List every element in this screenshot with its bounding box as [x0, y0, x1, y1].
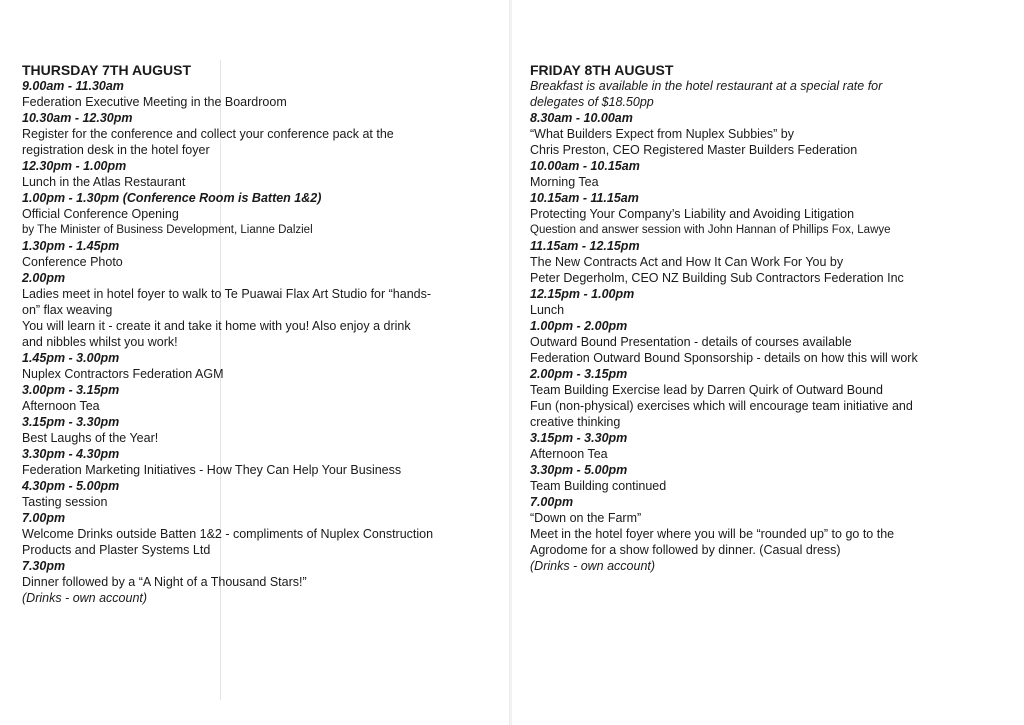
schedule-text: Ladies meet in hotel foyer to walk to Te Puawai Flax Art Studio for “hands- [22, 287, 432, 301]
schedule-time: 3.30pm - 5.00pm [530, 463, 628, 477]
schedule-time: 12.30pm - 1.00pm [22, 159, 127, 173]
schedule-text: Nuplex Contractors Federation AGM [22, 367, 224, 381]
schedule-text: Register for the conference and collect your conference pack at the [22, 127, 394, 141]
schedule-text: The New Contracts Act and How It Can Work For You by [530, 255, 844, 269]
schedule-text: Official Conference Opening [22, 207, 179, 221]
schedule-text: Lunch in the Atlas Restaurant [22, 175, 186, 189]
schedule-text: Team Building continued [530, 479, 667, 493]
schedule-time: 12.15pm - 1.00pm [530, 287, 635, 301]
schedule-time: 7.00pm [530, 495, 574, 509]
schedule-time: 2.00pm [22, 271, 66, 285]
schedule-time: 3.15pm - 3.30pm [22, 415, 120, 429]
schedule-text: Breakfast is available in the hotel restaurant at a special rate for [530, 79, 883, 93]
schedule-text: Conference Photo [22, 255, 123, 269]
schedule-text: Afternoon Tea [530, 447, 608, 461]
schedule-text: Peter Degerholm, CEO NZ Building Sub Contractors Federation Inc [530, 271, 904, 285]
schedule-text: registration desk in the hotel foyer [22, 143, 210, 157]
schedule-time: 1.45pm - 3.00pm [22, 351, 120, 365]
schedule-text: and nibbles whilst you work! [22, 335, 178, 349]
schedule-text: (Drinks - own account) [530, 559, 656, 573]
schedule-time: 3.00pm - 3.15pm [22, 383, 120, 397]
schedule-text: Lunch [530, 303, 565, 317]
schedule-text: (Drinks - own account) [22, 591, 148, 605]
schedule-time: 11.15am - 12.15pm [530, 239, 640, 253]
friday-title: FRIDAY 8TH AUGUST [530, 62, 674, 78]
schedule-text: Welcome Drinks outside Batten 1&2 - compliments of Nuplex Construction [22, 527, 434, 541]
schedule-text: on” flax weaving [22, 303, 113, 317]
schedule-text: Agrodome for a show followed by dinner. (Casual dress) [530, 543, 841, 557]
schedule-time: 2.00pm - 3.15pm [530, 367, 628, 381]
schedule-text: “What Builders Expect from Nuplex Subbies” by [530, 127, 794, 141]
thursday-schedule [22, 78, 492, 606]
friday-page [530, 62, 1000, 574]
schedule-time: 10.15am - 11.15am [530, 191, 639, 205]
schedule-text: Federation Outward Bound Sponsorship - details on how this will work [530, 351, 918, 365]
schedule-text: delegates of $18.50pp [530, 95, 654, 109]
schedule-text: Federation Marketing Initiatives - How They Can Help Your Business [22, 463, 402, 477]
schedule-text: You will learn it - create it and take it home with you! Also enjoy a drink [22, 319, 411, 333]
schedule-time: 3.15pm - 3.30pm [530, 431, 628, 445]
thursday-title: THURSDAY 7TH AUGUST [22, 62, 192, 78]
schedule-time: 7.00pm [22, 511, 66, 525]
schedule-text: Dinner followed by a “A Night of a Thousand Stars!” [22, 575, 307, 589]
schedule-time: 9.00am - 11.30am [22, 79, 124, 93]
schedule-text: Meet in the hotel foyer where you will be “rounded up” to go to the [530, 527, 895, 541]
schedule-text: Tasting session [22, 495, 108, 509]
schedule-text: creative thinking [530, 415, 621, 429]
schedule-text: Best Laughs of the Year! [22, 431, 159, 445]
schedule-text: Question and answer session with John Hannan of Phillips Fox, Lawye [530, 224, 891, 236]
schedule-text: Team Building Exercise lead by Darren Quirk of Outward Bound [530, 383, 883, 397]
schedule-time: 1.00pm - 2.00pm [530, 319, 628, 333]
schedule-text: Chris Preston, CEO Registered Master Builders Federation [530, 143, 858, 157]
schedule-time: 8.30am - 10.00am [530, 111, 633, 125]
thursday-page [22, 62, 492, 606]
schedule-time: 1.00pm - 1.30pm (Conference Room is Batten 1&2) [22, 191, 322, 205]
schedule-text: “Down on the Farm” [530, 511, 642, 525]
schedule-text: Protecting Your Company’s Liability and Avoiding Litigation [530, 207, 855, 221]
schedule-time: 4.30pm - 5.00pm [22, 479, 120, 493]
schedule-text: Outward Bound Presentation - details of courses available [530, 335, 852, 349]
schedule-time: 10.00am - 10.15am [530, 159, 640, 173]
schedule-time: 3.30pm - 4.30pm [22, 447, 120, 461]
schedule-text: Products and Plaster Systems Ltd [22, 543, 211, 557]
schedule-text: Morning Tea [530, 175, 599, 189]
page-fold [509, 0, 512, 725]
schedule-text: by The Minister of Business Development, Lianne Dalziel [22, 224, 313, 236]
schedule-time: 1.30pm - 1.45pm [22, 239, 120, 253]
schedule-text: Afternoon Tea [22, 399, 100, 413]
schedule-text: Federation Executive Meeting in the Boardroom [22, 95, 287, 109]
schedule-time: 10.30am - 12.30pm [22, 111, 133, 125]
schedule-text: Fun (non-physical) exercises which will encourage team initiative and [530, 399, 913, 413]
schedule-time: 7.30pm [22, 559, 66, 573]
friday-schedule [530, 78, 1000, 574]
